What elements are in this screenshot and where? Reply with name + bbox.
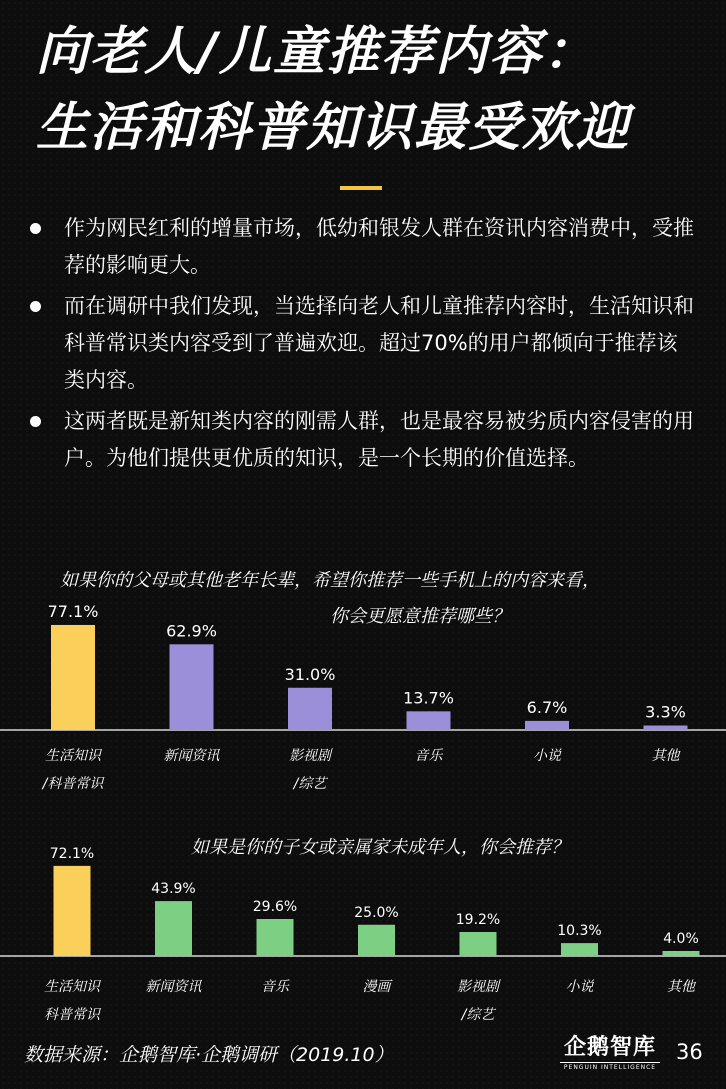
bar-3 [358, 925, 395, 956]
data-label-5: 3.3% [645, 702, 686, 722]
bar-2 [257, 919, 294, 956]
chart2-title: 如果是你的子女或亲属家未成年人，你会推荐？ [191, 837, 569, 858]
category-label-0: /科普常识 [42, 776, 104, 792]
bar-5 [561, 943, 598, 956]
chart1-title-line-2: 你会更愿意推荐哪些？ [330, 606, 510, 627]
category-label-2: /综艺 [293, 776, 327, 792]
bullet-item [26, 288, 698, 399]
category-label-1: 新闻资讯 [163, 748, 220, 764]
data-label-4: 19.2% [455, 912, 501, 928]
data-label-2: 29.6% [252, 899, 298, 915]
data-label-1: 43.9% [151, 881, 196, 898]
category-label-5: 小说 [565, 979, 594, 995]
bar-3 [407, 711, 451, 730]
category-label-3: 音乐 [414, 748, 443, 764]
logo-subtext: PENGUIN INTELLIGENCE [560, 1062, 660, 1071]
page-title [36, 14, 696, 166]
bullet-dot-icon [30, 223, 41, 234]
logo-text: 企鹅智库 [563, 1035, 656, 1060]
category-label-4: 小说 [533, 748, 561, 764]
data-label-1: 62.9% [166, 621, 217, 641]
data-label-0: 72.1% [49, 845, 95, 862]
category-label-0: 生活知识 [45, 748, 101, 764]
brand-logo [560, 1030, 660, 1071]
chart1-title-line-1: 如果你的父母或其他老年长辈，希望你推荐一些手机上的内容来看， [60, 570, 600, 591]
elder-recommendation-bar-chart [0, 600, 726, 800]
bar-6 [663, 951, 700, 956]
category-label-6: 其他 [667, 979, 695, 995]
data-label-3: 25.0% [354, 904, 399, 921]
bar-1 [170, 644, 214, 730]
title-underline [340, 186, 382, 190]
category-label-5: 其他 [651, 748, 680, 764]
category-label-0: 科普常识 [44, 1007, 100, 1023]
bullet-item [26, 403, 698, 477]
bullet-dot-icon [30, 301, 41, 312]
youth-recommendation-bar-chart [0, 830, 726, 1030]
data-source: 数据来源：企鹅智库·企鹅调研（2019.10） [24, 1044, 394, 1066]
category-label-4: 影视剧 [457, 979, 499, 995]
bullet-item [26, 210, 698, 284]
bar-4 [460, 932, 497, 956]
data-label-2: 31.0% [284, 664, 336, 684]
category-label-3: 漫画 [362, 979, 391, 995]
data-label-5: 10.3% [557, 923, 602, 940]
data-label-0: 77.1% [47, 601, 99, 621]
title-line-2: 生活和科普知识最受欢迎 [36, 98, 631, 158]
bullet-text: 这两者既是新知类内容的刚需人群，也是最容易被劣质内容侵害的用户。为他们提供更优质的知识，是一个长期的价值选择。 [64, 409, 694, 470]
data-label-6: 4.0% [663, 931, 699, 947]
category-label-1: 新闻资讯 [145, 979, 202, 995]
bar-0 [51, 625, 95, 730]
bullet-list [26, 210, 698, 481]
data-label-3: 13.7% [403, 688, 454, 708]
data-label-4: 6.7% [526, 697, 568, 717]
category-label-4: /综艺 [461, 1007, 495, 1023]
bar-4 [525, 721, 569, 730]
bullet-text: 而在调研中我们发现，当选择向老人和儿童推荐内容时，生活知识和科普常识类内容受到了普遍欢迎。超过70%的用户都倾向于推荐该类内容。 [64, 294, 694, 392]
category-label-2: 音乐 [261, 979, 289, 995]
bar-2 [288, 688, 332, 730]
bullet-dot-icon [30, 416, 41, 427]
bar-0 [54, 866, 91, 956]
bar-5 [644, 726, 688, 730]
bullet-text: 作为网民红利的增量市场，低幼和银发人群在资讯内容消费中，受推荐的影响更大。 [64, 216, 694, 277]
title-line-1: 向老人/儿童推荐内容： [36, 22, 597, 82]
page-number: 36 [676, 1040, 703, 1064]
bar-1 [155, 901, 192, 956]
category-label-2: 影视剧 [289, 748, 331, 764]
category-label-0: 生活知识 [44, 979, 100, 995]
